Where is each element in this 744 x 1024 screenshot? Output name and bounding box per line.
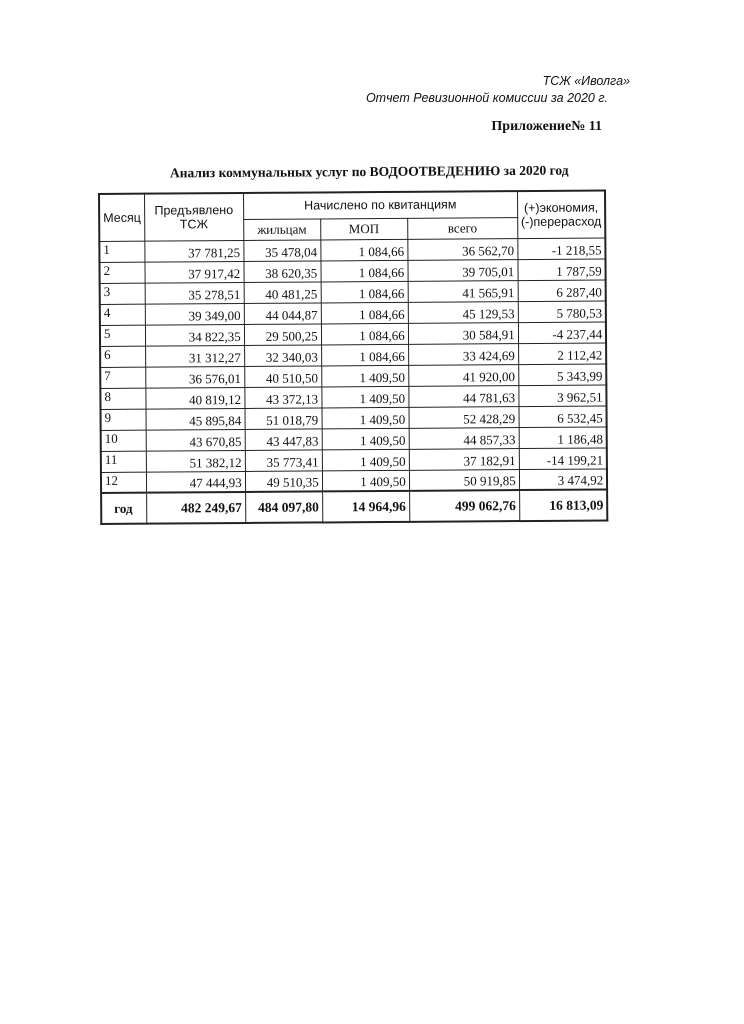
cell-month: 12 bbox=[101, 472, 146, 493]
cell-residents: 43 372,13 bbox=[245, 386, 322, 408]
cell-mop: 1 084,66 bbox=[321, 323, 408, 345]
cell-economy: 1 787,59 bbox=[518, 258, 606, 280]
cell-month: 3 bbox=[100, 283, 145, 304]
organization-name: ТСЖ «Иволга» bbox=[542, 74, 630, 88]
cell-presented: 39 349,00 bbox=[145, 303, 244, 325]
cell-economy: 2 112,42 bbox=[518, 342, 606, 364]
cell-total: 41 565,91 bbox=[408, 280, 518, 302]
cell-economy: 6 287,40 bbox=[518, 279, 606, 301]
header-total: всего bbox=[407, 217, 517, 239]
header-economy: (+)экономия, (-)перерасход bbox=[517, 190, 605, 238]
cell-economy: -14 199,21 bbox=[519, 447, 607, 469]
cell-residents: 29 500,25 bbox=[244, 323, 321, 345]
total-residents: 484 097,80 bbox=[245, 491, 322, 523]
cell-presented: 47 444,93 bbox=[146, 471, 245, 493]
cell-economy: -4 237,44 bbox=[518, 321, 606, 343]
cell-month: 1 bbox=[99, 241, 144, 262]
cell-month: 9 bbox=[101, 409, 146, 430]
cell-total: 37 182,91 bbox=[409, 448, 519, 470]
cell-residents: 38 620,35 bbox=[244, 260, 321, 282]
cell-economy: 3 474,92 bbox=[519, 468, 607, 490]
cell-presented: 37 781,25 bbox=[145, 240, 244, 262]
cell-mop: 1 084,66 bbox=[321, 239, 408, 261]
cell-residents: 35 773,41 bbox=[245, 449, 322, 471]
utility-analysis-table bbox=[98, 189, 608, 525]
total-economy: 16 813,09 bbox=[519, 489, 607, 521]
cell-residents: 40 510,50 bbox=[244, 365, 321, 387]
cell-residents: 51 018,79 bbox=[245, 407, 322, 429]
cell-presented: 43 670,85 bbox=[146, 429, 245, 451]
document-title: Анализ коммунальных услуг по ВОДООТВЕДЕНИЮ за 2020 год bbox=[169, 162, 569, 181]
cell-mop: 1 409,50 bbox=[321, 365, 408, 387]
cell-month: 10 bbox=[101, 430, 146, 451]
total-row bbox=[101, 489, 607, 524]
total-presented: 482 249,67 bbox=[146, 492, 245, 524]
appendix-label: Приложение№ 11 bbox=[491, 119, 602, 134]
total-label: год bbox=[101, 493, 146, 524]
cell-residents: 43 447,83 bbox=[245, 428, 322, 450]
header-presented: Предъявлено ТСЖ bbox=[144, 193, 243, 241]
cell-residents: 49 510,35 bbox=[245, 470, 322, 492]
cell-mop: 1 409,50 bbox=[322, 428, 409, 450]
report-name: Отчет Ревизионной комиссии за 2020 г. bbox=[365, 91, 608, 105]
cell-mop: 1 084,66 bbox=[321, 302, 408, 324]
cell-month: 7 bbox=[100, 367, 145, 388]
cell-presented: 51 382,12 bbox=[146, 450, 245, 472]
cell-mop: 1 084,66 bbox=[321, 260, 408, 282]
cell-month: 8 bbox=[100, 388, 145, 409]
total-mop: 14 964,96 bbox=[322, 491, 409, 523]
cell-total: 45 129,53 bbox=[408, 301, 518, 323]
cell-mop: 1 409,50 bbox=[322, 449, 409, 471]
cell-presented: 31 312,27 bbox=[145, 345, 244, 367]
cell-month: 6 bbox=[100, 346, 145, 367]
cell-presented: 40 819,12 bbox=[146, 387, 245, 409]
header-mop: МОП bbox=[320, 218, 407, 240]
total-total: 499 062,76 bbox=[409, 490, 519, 522]
header-month: Месяц bbox=[99, 194, 145, 241]
cell-presented: 36 576,01 bbox=[145, 366, 244, 388]
cell-presented: 34 822,35 bbox=[145, 324, 244, 346]
cell-total: 50 919,85 bbox=[409, 469, 519, 491]
cell-total: 41 920,00 bbox=[408, 364, 518, 386]
cell-total: 39 705,01 bbox=[408, 259, 518, 281]
header-charged: Начислено по квитанциям bbox=[243, 191, 517, 219]
cell-month: 11 bbox=[101, 451, 146, 472]
cell-economy: 5 343,99 bbox=[518, 363, 606, 385]
cell-presented: 37 917,42 bbox=[145, 261, 244, 283]
cell-residents: 35 478,04 bbox=[244, 239, 321, 261]
cell-residents: 32 340,03 bbox=[244, 344, 321, 366]
cell-total: 36 562,70 bbox=[408, 238, 518, 260]
cell-residents: 44 044,87 bbox=[244, 302, 321, 324]
header-residents: жильцам bbox=[243, 218, 320, 240]
cell-residents: 40 481,25 bbox=[244, 281, 321, 303]
cell-economy: -1 218,55 bbox=[518, 237, 606, 259]
cell-total: 30 584,91 bbox=[408, 322, 518, 344]
cell-total: 44 781,63 bbox=[409, 385, 519, 407]
cell-economy: 6 532,45 bbox=[519, 405, 607, 427]
cell-mop: 1 409,50 bbox=[322, 386, 409, 408]
cell-month: 4 bbox=[100, 304, 145, 325]
cell-total: 44 857,33 bbox=[409, 427, 519, 449]
cell-mop: 1 409,50 bbox=[322, 470, 409, 492]
cell-mop: 1 409,50 bbox=[322, 407, 409, 429]
cell-economy: 1 186,48 bbox=[519, 426, 607, 448]
cell-presented: 45 895,84 bbox=[146, 408, 245, 430]
cell-mop: 1 084,66 bbox=[321, 344, 408, 366]
cell-total: 52 428,29 bbox=[409, 406, 519, 428]
cell-economy: 3 962,51 bbox=[519, 384, 607, 406]
cell-month: 5 bbox=[100, 325, 145, 346]
cell-mop: 1 084,66 bbox=[321, 281, 408, 303]
cell-economy: 5 780,53 bbox=[518, 300, 606, 322]
cell-presented: 35 278,51 bbox=[145, 282, 244, 304]
cell-month: 2 bbox=[99, 262, 144, 283]
cell-total: 33 424,69 bbox=[408, 343, 518, 365]
